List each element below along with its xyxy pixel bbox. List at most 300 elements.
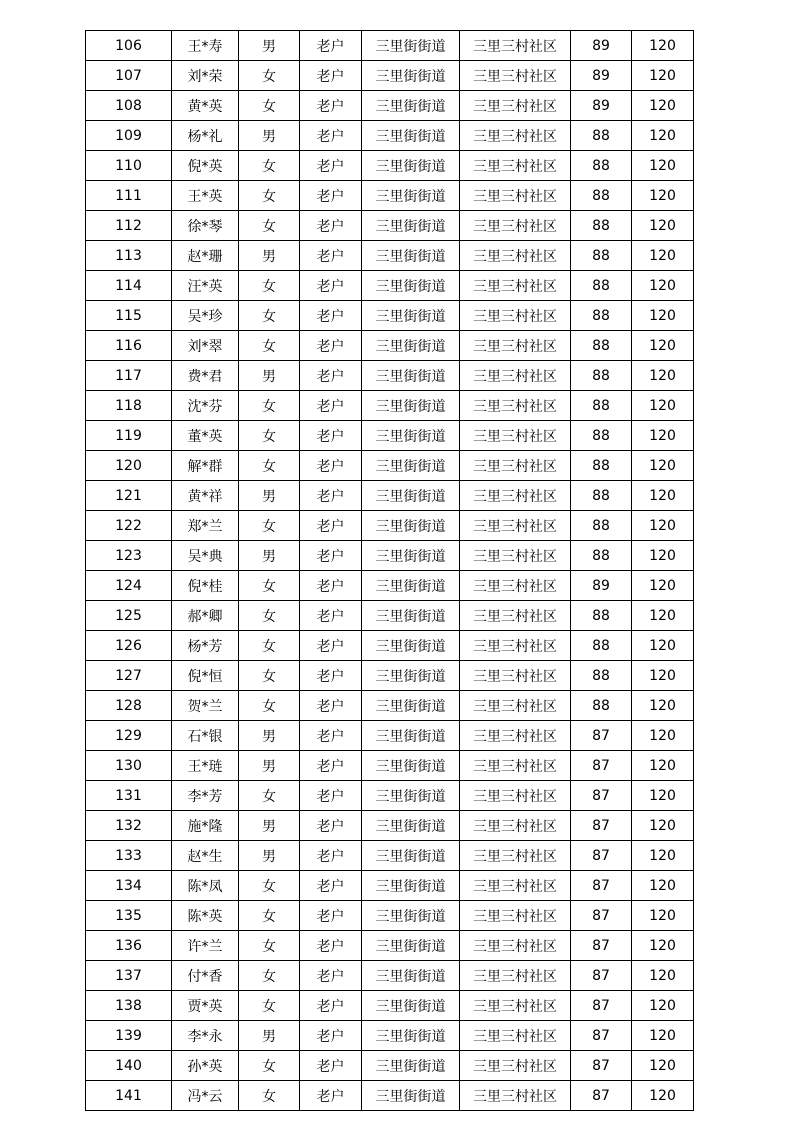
street-cell: 三里街街道 — [362, 1081, 460, 1111]
row-number-cell: 107 — [86, 61, 172, 91]
gender-cell: 女 — [239, 661, 300, 691]
street-cell: 三里街街道 — [362, 331, 460, 361]
gender-cell: 女 — [239, 331, 300, 361]
street-cell: 三里街街道 — [362, 61, 460, 91]
table-row — [86, 361, 694, 391]
age-cell: 87 — [571, 931, 632, 961]
table-row — [86, 391, 694, 421]
amount-cell: 120 — [632, 481, 694, 511]
amount-cell: 120 — [632, 271, 694, 301]
amount-cell: 120 — [632, 301, 694, 331]
row-number-cell: 124 — [86, 571, 172, 601]
name-cell: 解*群 — [172, 451, 239, 481]
age-cell: 87 — [571, 721, 632, 751]
community-cell: 三里三村社区 — [460, 571, 571, 601]
age-cell: 88 — [571, 331, 632, 361]
community-cell: 三里三村社区 — [460, 61, 571, 91]
household-type-cell: 老户 — [300, 421, 362, 451]
street-cell: 三里街街道 — [362, 481, 460, 511]
table-row — [86, 301, 694, 331]
amount-cell: 120 — [632, 1051, 694, 1081]
household-type-cell: 老户 — [300, 901, 362, 931]
community-cell: 三里三村社区 — [460, 331, 571, 361]
gender-cell: 男 — [239, 841, 300, 871]
table-row — [86, 211, 694, 241]
row-number-cell: 115 — [86, 301, 172, 331]
street-cell: 三里街街道 — [362, 181, 460, 211]
name-cell: 沈*芬 — [172, 391, 239, 421]
community-cell: 三里三村社区 — [460, 691, 571, 721]
table-row — [86, 871, 694, 901]
table-row — [86, 241, 694, 271]
row-number-cell: 123 — [86, 541, 172, 571]
household-type-cell: 老户 — [300, 511, 362, 541]
community-cell: 三里三村社区 — [460, 91, 571, 121]
street-cell: 三里街街道 — [362, 661, 460, 691]
age-cell: 87 — [571, 901, 632, 931]
age-cell: 87 — [571, 781, 632, 811]
amount-cell: 120 — [632, 31, 694, 61]
name-cell: 黄*英 — [172, 91, 239, 121]
gender-cell: 男 — [239, 751, 300, 781]
age-cell: 88 — [571, 181, 632, 211]
table-row — [86, 991, 694, 1021]
name-cell: 孙*英 — [172, 1051, 239, 1081]
age-cell: 87 — [571, 1021, 632, 1051]
gender-cell: 女 — [239, 781, 300, 811]
gender-cell: 男 — [239, 481, 300, 511]
age-cell: 87 — [571, 961, 632, 991]
name-cell: 黄*祥 — [172, 481, 239, 511]
gender-cell: 男 — [239, 811, 300, 841]
amount-cell: 120 — [632, 991, 694, 1021]
table-row — [86, 1081, 694, 1111]
row-number-cell: 117 — [86, 361, 172, 391]
community-cell: 三里三村社区 — [460, 1051, 571, 1081]
table-row — [86, 271, 694, 301]
age-cell: 88 — [571, 241, 632, 271]
row-number-cell: 116 — [86, 331, 172, 361]
gender-cell: 女 — [239, 691, 300, 721]
household-type-cell: 老户 — [300, 781, 362, 811]
age-cell: 88 — [571, 691, 632, 721]
table-row — [86, 781, 694, 811]
table-row — [86, 1051, 694, 1081]
household-type-cell: 老户 — [300, 631, 362, 661]
row-number-cell: 120 — [86, 451, 172, 481]
household-type-cell: 老户 — [300, 871, 362, 901]
age-cell: 88 — [571, 601, 632, 631]
gender-cell: 女 — [239, 91, 300, 121]
name-cell: 杨*芳 — [172, 631, 239, 661]
name-cell: 倪*桂 — [172, 571, 239, 601]
household-type-cell: 老户 — [300, 961, 362, 991]
street-cell: 三里街街道 — [362, 421, 460, 451]
age-cell: 87 — [571, 751, 632, 781]
table-row — [86, 331, 694, 361]
table-row — [86, 751, 694, 781]
amount-cell: 120 — [632, 871, 694, 901]
community-cell: 三里三村社区 — [460, 241, 571, 271]
age-cell: 88 — [571, 361, 632, 391]
street-cell: 三里街街道 — [362, 31, 460, 61]
gender-cell: 男 — [239, 241, 300, 271]
gender-cell: 男 — [239, 541, 300, 571]
amount-cell: 120 — [632, 571, 694, 601]
household-type-cell: 老户 — [300, 151, 362, 181]
amount-cell: 120 — [632, 421, 694, 451]
community-cell: 三里三村社区 — [460, 511, 571, 541]
age-cell: 88 — [571, 391, 632, 421]
household-type-cell: 老户 — [300, 931, 362, 961]
name-cell: 施*隆 — [172, 811, 239, 841]
street-cell: 三里街街道 — [362, 1021, 460, 1051]
gender-cell: 女 — [239, 961, 300, 991]
community-cell: 三里三村社区 — [460, 781, 571, 811]
row-number-cell: 138 — [86, 991, 172, 1021]
community-cell: 三里三村社区 — [460, 301, 571, 331]
row-number-cell: 106 — [86, 31, 172, 61]
household-type-cell: 老户 — [300, 361, 362, 391]
household-type-cell: 老户 — [300, 241, 362, 271]
age-cell: 87 — [571, 871, 632, 901]
gender-cell: 女 — [239, 511, 300, 541]
household-type-cell: 老户 — [300, 31, 362, 61]
gender-cell: 女 — [239, 991, 300, 1021]
row-number-cell: 129 — [86, 721, 172, 751]
gender-cell: 女 — [239, 181, 300, 211]
table-row — [86, 1021, 694, 1051]
amount-cell: 120 — [632, 541, 694, 571]
name-cell: 赵*生 — [172, 841, 239, 871]
gender-cell: 男 — [239, 31, 300, 61]
table-row — [86, 541, 694, 571]
community-cell: 三里三村社区 — [460, 991, 571, 1021]
street-cell: 三里街街道 — [362, 121, 460, 151]
age-cell: 88 — [571, 541, 632, 571]
amount-cell: 120 — [632, 901, 694, 931]
name-cell: 郑*兰 — [172, 511, 239, 541]
age-cell: 88 — [571, 421, 632, 451]
roster-table — [85, 30, 694, 1111]
age-cell: 89 — [571, 571, 632, 601]
name-cell: 王*寿 — [172, 31, 239, 61]
table-row — [86, 481, 694, 511]
age-cell: 88 — [571, 661, 632, 691]
street-cell: 三里街街道 — [362, 931, 460, 961]
table-row — [86, 601, 694, 631]
gender-cell: 男 — [239, 121, 300, 151]
household-type-cell: 老户 — [300, 481, 362, 511]
gender-cell: 女 — [239, 1081, 300, 1111]
name-cell: 倪*恒 — [172, 661, 239, 691]
community-cell: 三里三村社区 — [460, 211, 571, 241]
row-number-cell: 108 — [86, 91, 172, 121]
amount-cell: 120 — [632, 151, 694, 181]
community-cell: 三里三村社区 — [460, 451, 571, 481]
gender-cell: 女 — [239, 301, 300, 331]
row-number-cell: 131 — [86, 781, 172, 811]
community-cell: 三里三村社区 — [460, 391, 571, 421]
amount-cell: 120 — [632, 661, 694, 691]
age-cell: 89 — [571, 91, 632, 121]
street-cell: 三里街街道 — [362, 751, 460, 781]
row-number-cell: 130 — [86, 751, 172, 781]
street-cell: 三里街街道 — [362, 961, 460, 991]
name-cell: 李*芳 — [172, 781, 239, 811]
household-type-cell: 老户 — [300, 721, 362, 751]
age-cell: 87 — [571, 1051, 632, 1081]
name-cell: 冯*云 — [172, 1081, 239, 1111]
age-cell: 88 — [571, 511, 632, 541]
row-number-cell: 139 — [86, 1021, 172, 1051]
gender-cell: 女 — [239, 151, 300, 181]
table-row — [86, 661, 694, 691]
street-cell: 三里街街道 — [362, 361, 460, 391]
row-number-cell: 127 — [86, 661, 172, 691]
table-row — [86, 931, 694, 961]
row-number-cell: 141 — [86, 1081, 172, 1111]
name-cell: 董*英 — [172, 421, 239, 451]
street-cell: 三里街街道 — [362, 901, 460, 931]
street-cell: 三里街街道 — [362, 541, 460, 571]
household-type-cell: 老户 — [300, 811, 362, 841]
amount-cell: 120 — [632, 811, 694, 841]
household-type-cell: 老户 — [300, 541, 362, 571]
community-cell: 三里三村社区 — [460, 1081, 571, 1111]
household-type-cell: 老户 — [300, 1021, 362, 1051]
gender-cell: 女 — [239, 61, 300, 91]
age-cell: 88 — [571, 271, 632, 301]
gender-cell: 男 — [239, 721, 300, 751]
amount-cell: 120 — [632, 91, 694, 121]
amount-cell: 120 — [632, 331, 694, 361]
name-cell: 许*兰 — [172, 931, 239, 961]
name-cell: 陈*凤 — [172, 871, 239, 901]
age-cell: 87 — [571, 841, 632, 871]
household-type-cell: 老户 — [300, 661, 362, 691]
gender-cell: 男 — [239, 361, 300, 391]
amount-cell: 120 — [632, 781, 694, 811]
community-cell: 三里三村社区 — [460, 721, 571, 751]
table-row — [86, 181, 694, 211]
age-cell: 87 — [571, 811, 632, 841]
row-number-cell: 125 — [86, 601, 172, 631]
amount-cell: 120 — [632, 121, 694, 151]
name-cell: 王*英 — [172, 181, 239, 211]
community-cell: 三里三村社区 — [460, 631, 571, 661]
household-type-cell: 老户 — [300, 121, 362, 151]
amount-cell: 120 — [632, 691, 694, 721]
street-cell: 三里街街道 — [362, 211, 460, 241]
row-number-cell: 135 — [86, 901, 172, 931]
name-cell: 石*银 — [172, 721, 239, 751]
table-row — [86, 691, 694, 721]
roster-table-body — [86, 31, 694, 1111]
gender-cell: 女 — [239, 871, 300, 901]
household-type-cell: 老户 — [300, 271, 362, 301]
age-cell: 87 — [571, 1081, 632, 1111]
street-cell: 三里街街道 — [362, 271, 460, 301]
street-cell: 三里街街道 — [362, 991, 460, 1021]
community-cell: 三里三村社区 — [460, 901, 571, 931]
household-type-cell: 老户 — [300, 451, 362, 481]
name-cell: 贾*英 — [172, 991, 239, 1021]
table-row — [86, 631, 694, 661]
amount-cell: 120 — [632, 601, 694, 631]
table-row — [86, 511, 694, 541]
street-cell: 三里街街道 — [362, 691, 460, 721]
community-cell: 三里三村社区 — [460, 751, 571, 781]
street-cell: 三里街街道 — [362, 781, 460, 811]
amount-cell: 120 — [632, 1081, 694, 1111]
street-cell: 三里街街道 — [362, 91, 460, 121]
table-row — [86, 961, 694, 991]
table-row — [86, 91, 694, 121]
community-cell: 三里三村社区 — [460, 661, 571, 691]
gender-cell: 女 — [239, 601, 300, 631]
street-cell: 三里街街道 — [362, 511, 460, 541]
amount-cell: 120 — [632, 61, 694, 91]
table-row — [86, 151, 694, 181]
age-cell: 89 — [571, 31, 632, 61]
name-cell: 赵*珊 — [172, 241, 239, 271]
community-cell: 三里三村社区 — [460, 1021, 571, 1051]
row-number-cell: 118 — [86, 391, 172, 421]
gender-cell: 女 — [239, 571, 300, 601]
amount-cell: 120 — [632, 931, 694, 961]
row-number-cell: 119 — [86, 421, 172, 451]
table-row — [86, 811, 694, 841]
gender-cell: 女 — [239, 451, 300, 481]
household-type-cell: 老户 — [300, 841, 362, 871]
row-number-cell: 134 — [86, 871, 172, 901]
household-type-cell: 老户 — [300, 211, 362, 241]
table-row — [86, 901, 694, 931]
table-row — [86, 121, 694, 151]
name-cell: 郝*卿 — [172, 601, 239, 631]
amount-cell: 120 — [632, 241, 694, 271]
community-cell: 三里三村社区 — [460, 601, 571, 631]
community-cell: 三里三村社区 — [460, 811, 571, 841]
row-number-cell: 126 — [86, 631, 172, 661]
row-number-cell: 132 — [86, 811, 172, 841]
age-cell: 88 — [571, 481, 632, 511]
street-cell: 三里街街道 — [362, 301, 460, 331]
household-type-cell: 老户 — [300, 91, 362, 121]
amount-cell: 120 — [632, 721, 694, 751]
name-cell: 吴*珍 — [172, 301, 239, 331]
age-cell: 87 — [571, 991, 632, 1021]
row-number-cell: 112 — [86, 211, 172, 241]
street-cell: 三里街街道 — [362, 871, 460, 901]
street-cell: 三里街街道 — [362, 631, 460, 661]
household-type-cell: 老户 — [300, 991, 362, 1021]
name-cell: 王*琏 — [172, 751, 239, 781]
household-type-cell: 老户 — [300, 61, 362, 91]
age-cell: 88 — [571, 301, 632, 331]
street-cell: 三里街街道 — [362, 721, 460, 751]
amount-cell: 120 — [632, 631, 694, 661]
age-cell: 88 — [571, 151, 632, 181]
gender-cell: 女 — [239, 631, 300, 661]
community-cell: 三里三村社区 — [460, 961, 571, 991]
community-cell: 三里三村社区 — [460, 481, 571, 511]
community-cell: 三里三村社区 — [460, 421, 571, 451]
household-type-cell: 老户 — [300, 181, 362, 211]
table-row — [86, 721, 694, 751]
row-number-cell: 122 — [86, 511, 172, 541]
name-cell: 刘*翠 — [172, 331, 239, 361]
gender-cell: 女 — [239, 421, 300, 451]
street-cell: 三里街街道 — [362, 571, 460, 601]
name-cell: 李*永 — [172, 1021, 239, 1051]
row-number-cell: 133 — [86, 841, 172, 871]
name-cell: 贺*兰 — [172, 691, 239, 721]
row-number-cell: 109 — [86, 121, 172, 151]
age-cell: 88 — [571, 211, 632, 241]
gender-cell: 女 — [239, 391, 300, 421]
community-cell: 三里三村社区 — [460, 541, 571, 571]
name-cell: 倪*英 — [172, 151, 239, 181]
household-type-cell: 老户 — [300, 691, 362, 721]
street-cell: 三里街街道 — [362, 1051, 460, 1081]
amount-cell: 120 — [632, 511, 694, 541]
household-type-cell: 老户 — [300, 571, 362, 601]
age-cell: 88 — [571, 631, 632, 661]
gender-cell: 女 — [239, 211, 300, 241]
gender-cell: 女 — [239, 1051, 300, 1081]
age-cell: 88 — [571, 451, 632, 481]
name-cell: 杨*礼 — [172, 121, 239, 151]
community-cell: 三里三村社区 — [460, 841, 571, 871]
community-cell: 三里三村社区 — [460, 121, 571, 151]
row-number-cell: 111 — [86, 181, 172, 211]
street-cell: 三里街街道 — [362, 241, 460, 271]
household-type-cell: 老户 — [300, 331, 362, 361]
row-number-cell: 136 — [86, 931, 172, 961]
street-cell: 三里街街道 — [362, 601, 460, 631]
community-cell: 三里三村社区 — [460, 271, 571, 301]
street-cell: 三里街街道 — [362, 811, 460, 841]
amount-cell: 120 — [632, 841, 694, 871]
amount-cell: 120 — [632, 1021, 694, 1051]
name-cell: 汪*英 — [172, 271, 239, 301]
row-number-cell: 110 — [86, 151, 172, 181]
amount-cell: 120 — [632, 361, 694, 391]
table-row — [86, 451, 694, 481]
table-row — [86, 421, 694, 451]
row-number-cell: 114 — [86, 271, 172, 301]
amount-cell: 120 — [632, 211, 694, 241]
table-row — [86, 61, 694, 91]
household-type-cell: 老户 — [300, 391, 362, 421]
street-cell: 三里街街道 — [362, 841, 460, 871]
household-type-cell: 老户 — [300, 751, 362, 781]
amount-cell: 120 — [632, 391, 694, 421]
table-row — [86, 571, 694, 601]
gender-cell: 女 — [239, 931, 300, 961]
row-number-cell: 137 — [86, 961, 172, 991]
row-number-cell: 113 — [86, 241, 172, 271]
row-number-cell: 140 — [86, 1051, 172, 1081]
amount-cell: 120 — [632, 751, 694, 781]
household-type-cell: 老户 — [300, 1081, 362, 1111]
gender-cell: 女 — [239, 271, 300, 301]
street-cell: 三里街街道 — [362, 151, 460, 181]
community-cell: 三里三村社区 — [460, 931, 571, 961]
street-cell: 三里街街道 — [362, 451, 460, 481]
